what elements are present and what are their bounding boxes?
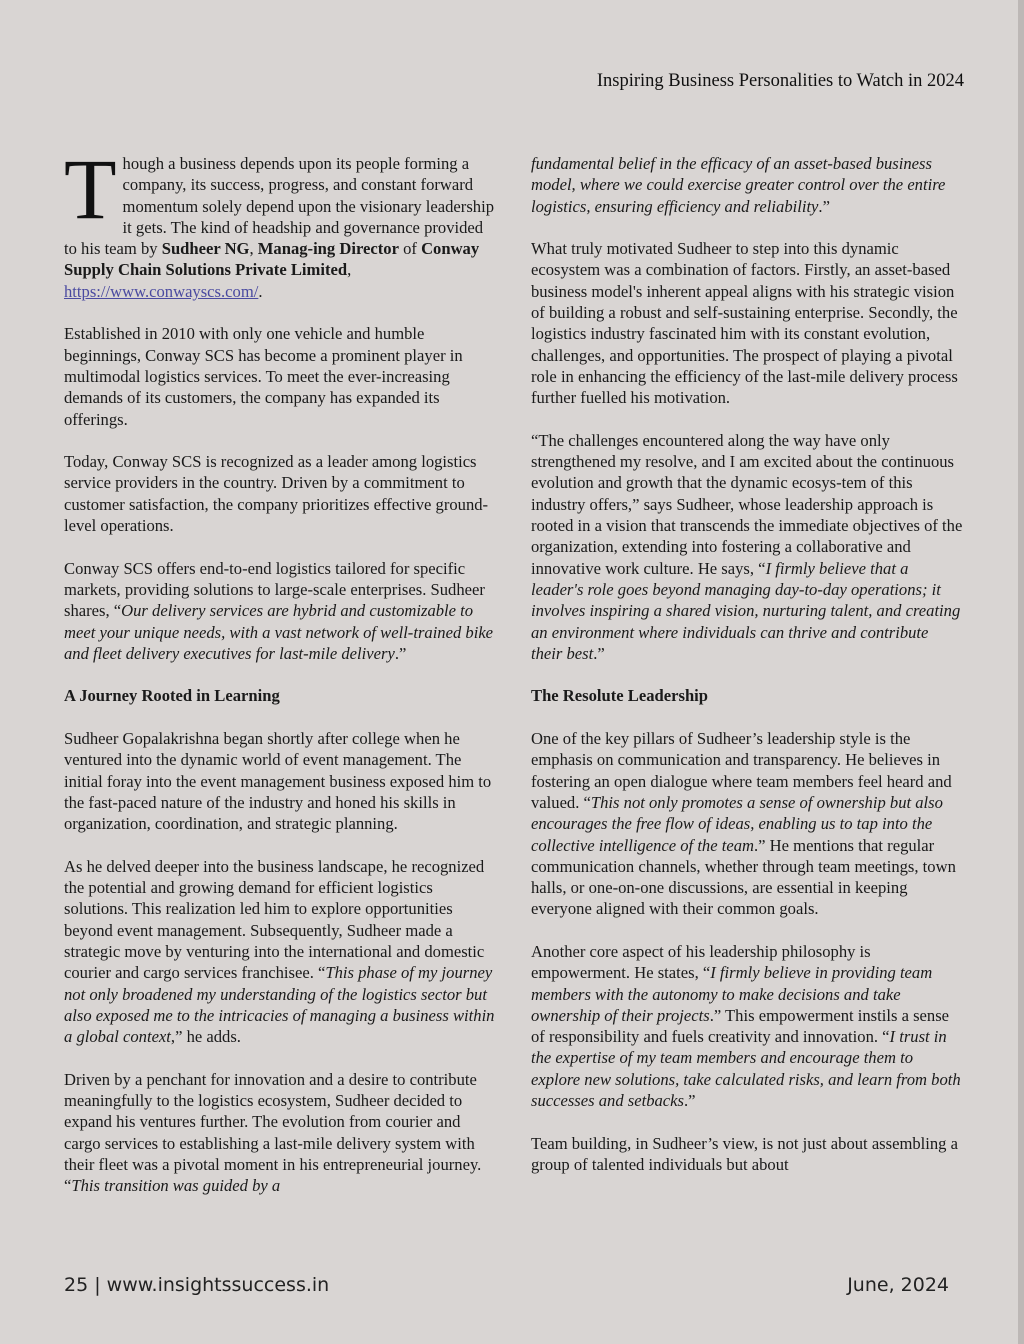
quote: This not only promotes a sense of ownership but also encourages the free flow of ideas, enabling us to tap into the collective intelligence of the team	[531, 792, 943, 855]
paragraph: Another core aspect of his leadership philosophy is empowerment. He states, “I firmly believe in providing team members with the autonomy to make decisions and take ownership of their projects.” This empowerment instils a sense of responsibility and fuels creativity and innovation. “I trust in the expertise of my team members and encourage them to explore new solutions, take calculated risks, and learn from both successes and setbacks.”	[531, 941, 961, 1111]
quote: fundamental belief in the efficacy of an asset-based business model, where we could exercise greater control over the entire logistics, ensuring efficiency and reliability	[531, 154, 946, 216]
paragraph: Established in 2010 with only one vehicle and humble beginnings, Conway SCS has become a prominent player in multimodal logistics services. To meet the ever-increasing demands of its customers, the company has expanded its offerings.	[64, 324, 463, 429]
paragraph: Driven by a penchant for innovation and a desire to contribute meaningfully to the logistics ecosystem, Sudheer decided to expand his ventures further. The evolution from courier and cargo services to establishing a last-mile delivery system with their fleet was a pivotal moment in his entrepreneurial journey. “This transition was guided by a	[64, 1069, 482, 1196]
drop-cap: T	[64, 141, 117, 237]
paragraph: “The challenges encountered along the way have only strengthened my resolve, and I am excited about the continuous evolution and growth that the dynamic ecosys-tem of this industry offers,” says Sudheer, whose leadership approach is rooted in a vision that transcends the immediate objectives of the organization, extending into fostering a collaborative and innovative work culture. He says, “I firmly believe that a leader's role goes beyond managing day-to-day operations; it involves inspiring a shared vision, nurturing talent, and creating an environment where individuals can thrive and contribute their best.”	[531, 430, 963, 663]
paragraph: Conway SCS offers end-to-end logistics tailored for specific markets, providing solutions to large-scale enterprises. Sudheer shares, “Our delivery services are hybrid and customizable to meet your unique needs, with a vast network of well-trained bike and fleet delivery executives for last-mile delivery.”	[64, 558, 494, 663]
quote: This transition was guided by a	[71, 1176, 281, 1196]
quote: This phase of my journey not only broadened my understanding of the logistics sector but also exposed me to the intricacies of managing a business within a global context	[64, 963, 495, 1047]
page-edge	[1018, 0, 1024, 1344]
paragraph: fundamental belief in the efficacy of an asset-based business model, where we could exercise greater control over the entire logistics, ensuring efficiency and reliability.”	[531, 154, 946, 216]
left-column	[64, 141, 496, 1218]
paragraph: Today, Conway SCS is recognized as a leader among logistics service providers in the country. Driven by a commitment to customer satisfaction, the company prioritizes effective ground-level operations.	[64, 452, 489, 536]
page-number-site: 25 | www.insightssuccess.in	[64, 1274, 330, 1296]
paragraph: Sudheer Gopalakrishna began shortly after college when he ventured into the dynamic world of event management. The initial foray into the event management business exposed him to the fast-paced nature of the industry and honed his skills in organization, coordination, and strategic planning.	[64, 729, 492, 834]
running-header: Inspiring Business Personalities to Watch in 2024	[596, 71, 964, 91]
issue-date: June, 2024	[847, 1274, 949, 1296]
paragraph: As he delved deeper into the business landscape, he recognized the potential and growing demand for efficient logistics solutions. This realization led him to explore opportunities beyond event management. Subsequently, Sudheer made a strategic move by venturing into the international and domestic courier and cargo services franchisee. “This phase of my journey not only broadened my understanding of the logistics sector but also exposed me to the intricacies of managing a business within a global context,” he adds.	[64, 856, 495, 1047]
paragraph: One of the key pillars of Sudheer’s leadership style is the emphasis on communication and transparency. He believes in fostering an open dialogue where team members feel heard and valued. “This not only promotes a sense of ownership but also encourages the free flow of ideas, enabling us to tap into the collective intelligence of the team.” He mentions that regular communication channels, whether through team meetings, town halls, or one-on-one discussions, are essential in keeping everyone aligned with their common goals.	[531, 729, 956, 919]
quote: Our delivery services are hybrid and customizable to meet your unique needs, with a vast network of well-trained bike and fleet delivery executives for last-mile delivery	[64, 601, 494, 663]
quote: I trust in the expertise of my team members and encourage them to explore new solutions, take calculated risks, and learn from both successes and setbacks	[531, 1027, 961, 1111]
paragraph: Team building, in Sudheer’s view, is not just about assembling a group of talented individuals but about	[531, 1133, 958, 1174]
right-column	[531, 153, 963, 1197]
intro-paragraph: Though a business depends upon its people forming a company, its success, progress, and constant forward momentum solely depend upon the visionary leadership it gets. The kind of headship and governance provided to his team by Sudheer NG, Manag-ing Director of Conway Supply Chain Solutions Private Limited, https://www.conwayscs.com/.	[64, 141, 494, 301]
quote: I firmly believe in providing team members with the autonomy to make decisions and take ownership of their projects	[531, 963, 933, 1025]
section-heading: A Journey Rooted in Learning	[64, 686, 280, 706]
quote: I firmly believe that a leader's role goes beyond managing day-to-day operations; it involves inspiring a shared vision, nurturing talent, and creating an environment where individuals can thrive and contribute their best	[531, 558, 961, 663]
website-link[interactable]: https://www.conwayscs.com/	[64, 281, 259, 301]
section-heading: The Resolute Leadership	[531, 686, 709, 706]
paragraph: What truly motivated Sudheer to step into this dynamic ecosystem was a combination of factors. Firstly, an asset-based business model's inherent appeal aligns with his strategic vision of building a robust and self-sustaining enterprise. Secondly, the logistics industry fascinated him with its constant evolution, challenges, and opportunities. The prospect of playing a pivotal role in enhancing the efficiency of the last-mile delivery process further fuelled his motivation.	[531, 239, 958, 408]
